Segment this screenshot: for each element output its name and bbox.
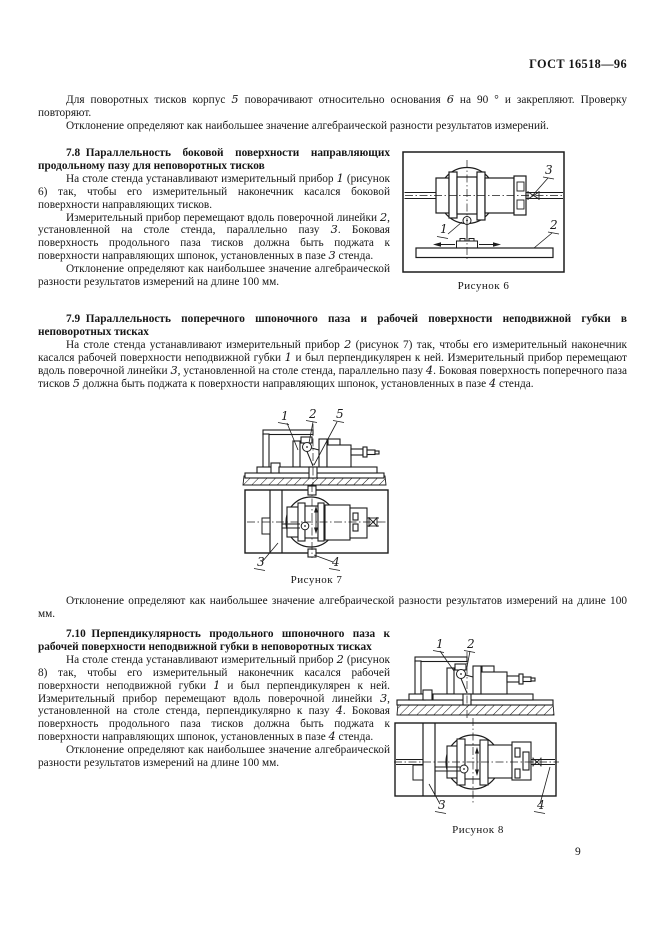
paragraph: Отклонение определяют как наибольшее значение алгебраической разности результатов измерений на длине 100 мм.: [38, 744, 390, 770]
section-7-9: [38, 313, 627, 390]
section-7-8: [38, 147, 627, 293]
figure-6: [402, 151, 565, 293]
straightedge: [416, 248, 553, 258]
straightedge-plan: [423, 723, 435, 796]
intro-paragraphs: [38, 94, 627, 133]
figure-7-label-5: 5: [336, 407, 344, 421]
figure-8: [393, 628, 563, 837]
figure-7: [237, 406, 455, 587]
figure-7-label-2: 2: [309, 407, 317, 421]
paragraph: Отклонение определяют как наибольшее значение алгебраической разности результатов измерений.: [66, 119, 549, 132]
figure-6-label-3: 3: [545, 163, 553, 177]
figure-6-caption: Рисунок 6: [457, 280, 510, 292]
paragraph: На столе стенда устанавливают измерительный прибор 1 (рисунок 6) так, чтобы его измерительный наконечник касался боковой поверхности направляющих тисков.: [38, 171, 390, 211]
figure-8-drawing: [393, 628, 563, 818]
figure-7-label-3: 3: [257, 555, 265, 569]
figure-7-drawing: [237, 406, 455, 572]
figure-7-label-4: 4: [332, 555, 340, 569]
paragraph: Измерительный прибор перемещают вдоль поверочной линейки 2, установленной на столе стенда, параллельно пазу 3. Боковая поверхность продольного паза тисков должна быть поджата к поверхности направляющих шпонок, установленных в пазе 3 стенда.: [38, 210, 390, 263]
straightedge-plan: [270, 490, 282, 553]
section-heading: 7.9 Параллельность поперечного шпоночного паза и рабочей поверхности неподвижной губки в неповоротных тисках: [38, 313, 627, 338]
document-standard-number: ГОСТ 16518—96: [529, 57, 627, 71]
figure-7-label-1: 1: [281, 409, 289, 423]
paragraph: На столе стенда устанавливают измерительный прибор 2 (рисунок 8) так, чтобы его измерительный наконечник касался рабочей поверхности неподвижной губки 1 и был перпендикулярен к ней. Измерительный прибор перемещают вдоль поверочной линейки 3, установленной на столе стенда, перпендикулярно к пазу 4. Боковая поверхность продольного паза тисков должна быть поджата к поверхности направляющих шпонок, установленных в пазе 4 стенда.: [38, 652, 390, 744]
figure-6-label-1: 1: [440, 222, 448, 236]
vise-plan-blocks: [287, 486, 367, 557]
page-number: 9: [575, 846, 581, 858]
paragraph: Отклонение определяют как наибольшее значение алгебраической разности результатов измерений на длине 100 мм.: [38, 595, 627, 620]
dial-indicator-side: [303, 443, 320, 467]
vise-body-front: [436, 172, 526, 220]
figure-6-drawing: [402, 151, 565, 274]
figure-7-caption: Рисунок 7: [290, 574, 343, 586]
figure-8-label-3: 3: [438, 798, 446, 812]
section-heading: 7.8 Параллельность боковой поверхности направляющих продольному пазу для неповоротных тисков: [38, 147, 390, 172]
section-7-10: [38, 628, 627, 837]
base-plate: [397, 700, 553, 705]
section-heading: 7.10 Перпендикулярность продольного шпоночного паза к рабочей поверхности неподвижной губки в неповоротных тисках: [38, 628, 390, 653]
hatched-ground: [397, 704, 554, 715]
figure-8-label-2: 2: [467, 637, 475, 651]
dial-indicator-side: [457, 670, 474, 694]
figure-8-label-4: 4: [537, 798, 545, 812]
section-7-10-text: [38, 628, 390, 770]
figure-6-label-2: 2: [550, 218, 558, 232]
section-7-8-text: [38, 147, 390, 289]
paragraph: На столе стенда устанавливают измерительный прибор 2 (рисунок 7) так, чтобы его измерительный наконечник касался рабочей поверхности неподвижной губки 1 и был перпендикулярен к ней. Измерительный прибор перемещают вдоль поверочной линейки 3, установленной на столе стенда, параллельно пазу 4. Боковая поверхность поперечного паза тисков 5 должна быть поджата к поверхности направляющих шпонок, установленных в пазе 4 стенда.: [38, 337, 627, 390]
paragraph: Отклонение определяют как наибольшее значение алгебраической разности результатов измерений на длине 100 мм.: [38, 263, 390, 289]
section-7-9-continued: [38, 595, 627, 621]
paragraph: Для поворотных тисков корпус 5 поворачивают относительно основания 6 на 90 ° и закрепляют. Проверку повторяют.: [38, 93, 628, 119]
figure-8-label-1: 1: [436, 637, 444, 651]
figure-8-caption: Рисунок 8: [452, 824, 504, 836]
